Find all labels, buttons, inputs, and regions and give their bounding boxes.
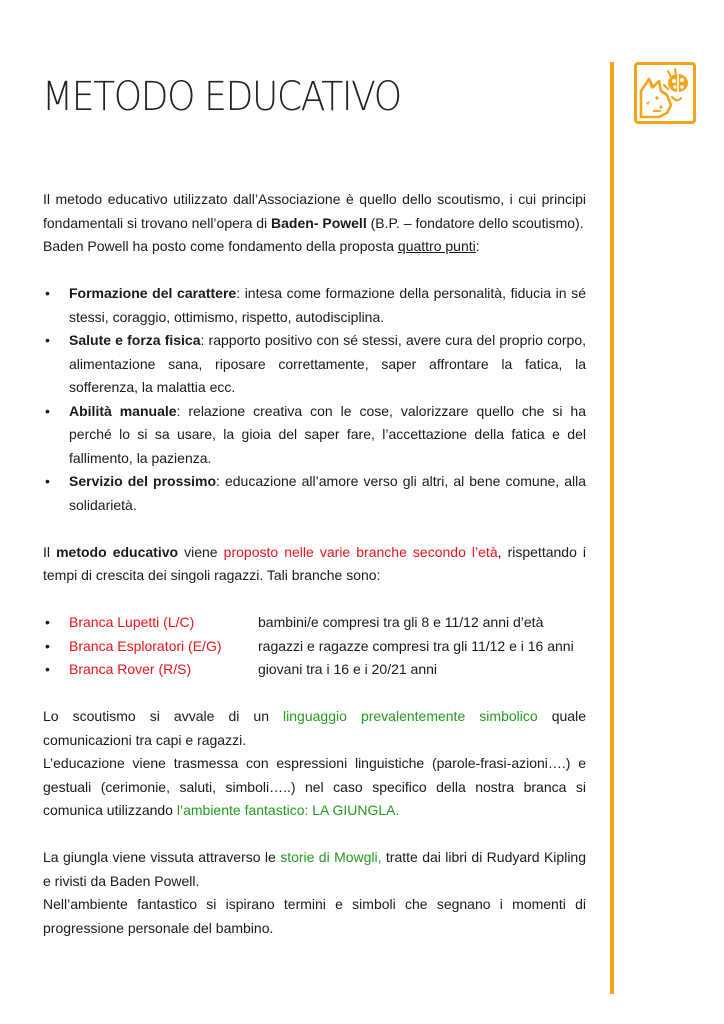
branches-list xyxy=(43,611,586,682)
education-paragraph: L’educazione viene trasmessa con espressioni linguistiche (parole-frasi-azioni….) e gestuali (cerimonie, saluti, simboli…..) nel caso specifico della nostra branca si comunica utilizzando l’ambiente fantastico: LA GIUNGLA. xyxy=(43,755,586,818)
closing-paragraph: Nell’ambiente fantastico si ispirano termini e simboli che segnano i momenti di progressione personale del bambino. xyxy=(43,896,586,936)
baden-powell-bold: Baden- Powell xyxy=(271,214,367,231)
list-item: • Branca Lupetti (L/C) bambini/e compresi tra gli 8 e 11/12 anni d’età xyxy=(43,611,586,635)
jungle-paragraph: La giungla viene vissuta attraverso le storie di Mowgli, tratte dai libri di Rudyard Kipling e rivisti da Baden Powell. xyxy=(43,849,587,889)
foundation-paragraph: Baden Powell ha posto come fondamento della proposta quattro punti: xyxy=(43,238,480,254)
list-item: • Servizio del prossimo: educazione all’amore verso gli altri, al bene comune, alla solidarietà. xyxy=(43,470,586,517)
symbolic-language-paragraph: Lo scoutismo si avvale di un linguaggio prevalentemente simbolico quale comunicazioni tra capi e ragazzi. xyxy=(43,708,586,748)
intro-paragraph: Il metodo educativo utilizzato dall’Associazione è quello dello scoutismo, i cui principi fondamentali si trovano nell’opera di Baden- Powell (B.P. – fondatore dello scoutismo). xyxy=(43,191,586,231)
list-item: • Branca Esploratori (E/G) ragazzi e ragazze compresi tra gli 11/12 e i 16 anni xyxy=(43,635,586,659)
list-item: • Formazione del carattere: intesa come formazione della personalità, fiducia in sé stessi, coraggio, ottimismo, rispetto, autodisciplina. xyxy=(43,282,586,329)
method-paragraph: Il metodo educativo viene proposto nelle varie branche secondo l’età, rispettando i tempi di crescita dei singoli ragazzi. Tali branche sono: xyxy=(43,543,587,583)
four-points-underlined: quattro punti xyxy=(397,238,476,254)
list-item: • Abilità manuale: relazione creativa con le cose, valorizzare quello che si ha perché lo si sa usare, la gioia del saper fare, l’accettazione della fatica e del fallimento, la pazienza. xyxy=(43,400,586,471)
side-accent-rule xyxy=(610,62,614,994)
list-item: • Salute e forza fisica: rapporto positivo con sé stessi, avere cura del proprio corpo, alimentazione sana, riposare correttamente, saper affrontare la fatica, la sofferenza, la malattia ecc. xyxy=(43,329,586,400)
list-item: • Branca Rover (R/S) giovani tra i 16 e i 20/21 anni xyxy=(43,658,586,682)
four-points-list xyxy=(43,282,586,517)
document-body xyxy=(43,188,586,940)
page-title: METODO EDUCATIVO xyxy=(42,74,401,120)
wolf-cub-ladybug-logo-icon xyxy=(634,62,696,124)
